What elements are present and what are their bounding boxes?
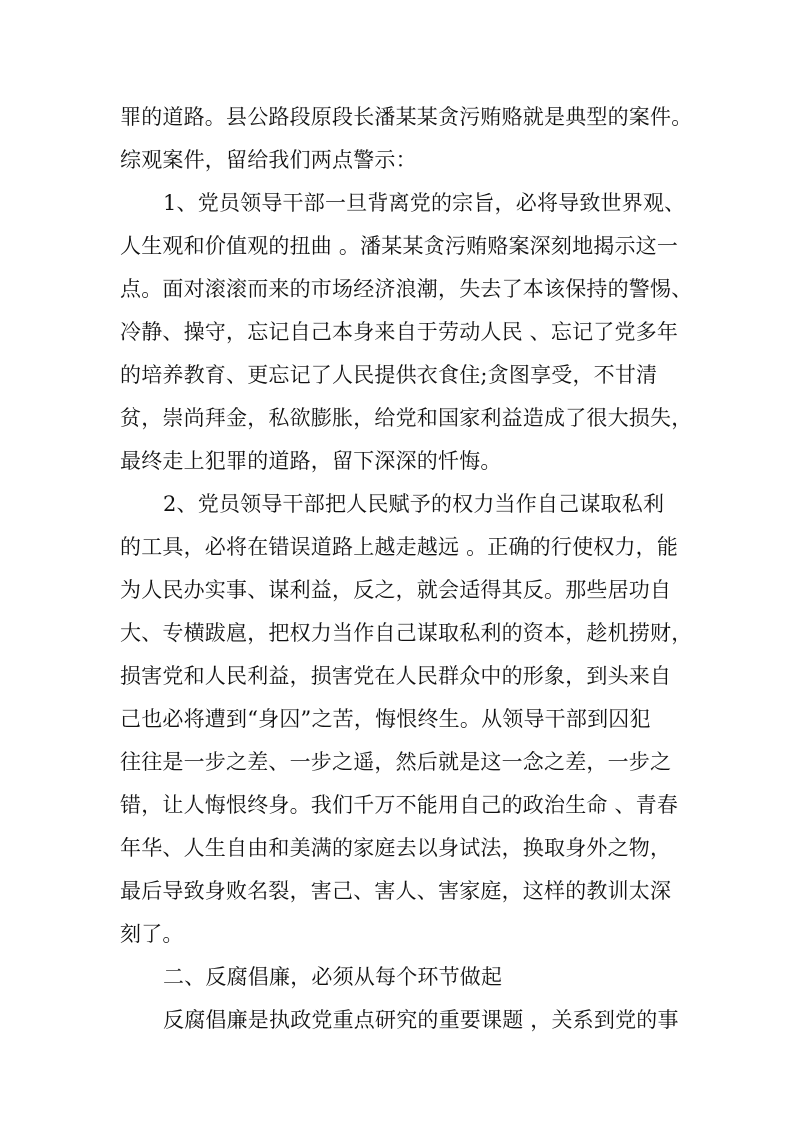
text-line: 往往是一步之差、一步之遥，然后就是这一念之差，一步之 bbox=[120, 750, 672, 774]
text-line: 点。面对滚滚而来的市场经济浪潮，失去了本该保持的警惕、 bbox=[120, 277, 693, 301]
text-line: 年华、人生自由和美满的家庭去以身试法，换取身外之物， bbox=[120, 836, 672, 860]
text-line: 2、党员领导干部把人民赋予的权力当作自己谋取私利 bbox=[163, 492, 665, 516]
text-line: 反腐倡廉是执政党重点研究的重要课题 ，关系到党的事 bbox=[163, 1008, 679, 1032]
text-line: 的培养教育、更忘记了人民提供衣食住;贪图享受，不甘清 bbox=[120, 363, 658, 387]
text-line: 1、党员领导干部一旦背离党的宗旨，必将导致世界观、 bbox=[163, 191, 686, 215]
text-line: 罪的道路。县公路段原段长潘某某贪污贿赂就是典型的案件。 bbox=[120, 105, 693, 129]
text-line: 大、专横跋扈，把权力当作自己谋取私利的资本，趁机捞财， bbox=[120, 621, 693, 645]
text-line: 的工具，必将在错误道路上越走越远 。正确的行使权力，能 bbox=[120, 535, 679, 559]
text-line: 损害党和人民利益，损害党在人民群众中的形象，到头来自 bbox=[120, 664, 672, 688]
text-line: 人生观和价值观的扭曲 。潘某某贪污贿赂案深刻地揭示这一 bbox=[120, 234, 679, 258]
text-line: 冷静、操守，忘记自己本身来自于劳动人民 、忘记了党多年 bbox=[120, 320, 679, 344]
text-line: 为人民办实事、谋利益，反之，就会适得其反。那些居功自 bbox=[120, 578, 672, 602]
text-line: 刻了。 bbox=[120, 922, 184, 946]
text-line: 贫，崇尚拜金，私欲膨胀，给党和国家利益造成了很大损失， bbox=[120, 406, 693, 430]
text-line: 最终走上犯罪的道路，留下深深的忏悔。 bbox=[120, 449, 502, 473]
section-heading: 二、反腐倡廉，必须从每个环节做起 bbox=[163, 965, 503, 989]
text-line: 己也必将遭到“身囚”之苦，悔恨终生。从领导干部到囚犯 bbox=[120, 707, 651, 731]
text-line: 最后导致身败名裂，害己、害人、害家庭，这样的教训太深 bbox=[120, 879, 672, 903]
text-line: 综观案件，留给我们两点警示： bbox=[120, 148, 417, 172]
text-line: 错，让人悔恨终身。我们千万不能用自己的政治生命 、青春 bbox=[120, 793, 679, 817]
